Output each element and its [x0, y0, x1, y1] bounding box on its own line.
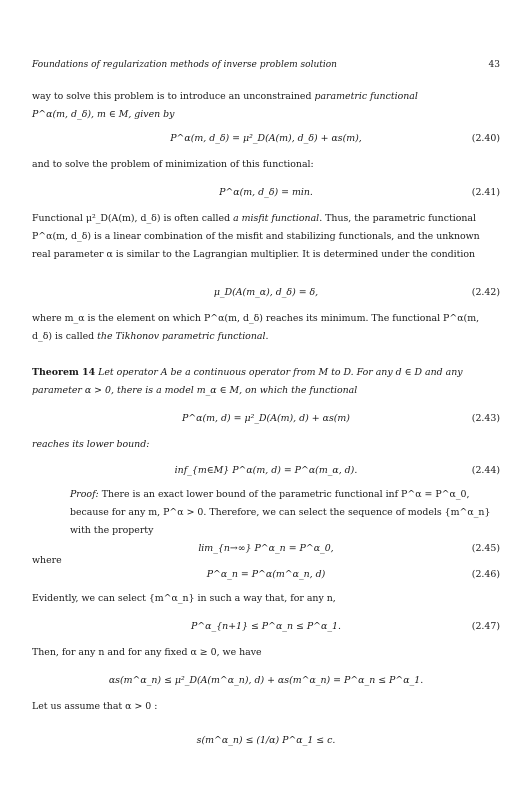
running-header: [32, 60, 500, 70]
equation-number: (2.40): [471, 133, 500, 144]
paragraph-7: Let us assume that α > 0 :: [32, 701, 158, 712]
paragraph-1: [32, 88, 500, 124]
page: [32, 0, 500, 800]
equation-formula: s(m^α_n) ≤ (1/α) P^α_1 ≤ c.: [196, 735, 336, 746]
paragraph-4: [32, 310, 500, 346]
equation-2-48: [32, 672, 500, 690]
equation-2-42: [32, 284, 500, 302]
paragraph-text: where m_α is the element on which P^α(m, d_δ) reaches its minimum. The functional P^α(m, d_δ) is called: [32, 313, 480, 342]
equation-number: (2.41): [471, 187, 500, 198]
equation-2-43: [32, 410, 500, 428]
emphasis-text: the Tikhonov parametric functional: [97, 331, 266, 342]
paragraph-2: and to solve the problem of minimization of this functional:: [32, 159, 314, 170]
emphasis-text: a misfit functional: [233, 213, 320, 224]
equation-2-47: [32, 618, 500, 636]
theorem-label: Theorem 14: [32, 367, 96, 378]
paragraph-5: Evidently, we can select {m^α_n} in such a way that, for any n,: [32, 593, 336, 604]
equation-formula: inf_{m∈M} P^α(m, d) = P^α(m_α, d).: [174, 465, 358, 476]
emphasis-text: parametric functional: [314, 91, 418, 102]
proof-label: Proof:: [70, 489, 99, 500]
proof-paragraph: [32, 486, 500, 540]
equation-formula: P^α_n = P^α(m^α_n, d): [206, 569, 326, 580]
equation-number: (2.46): [471, 569, 500, 580]
paragraph-text: Functional μ²_D(A(m), d_δ) is often called: [32, 213, 234, 224]
running-title: Foundations of regularization methods of inverse problem solution: [32, 60, 337, 70]
equation-number: (2.42): [471, 287, 500, 298]
equation-formula: lim_{n→∞} P^α_n = P^α_0,: [198, 543, 334, 554]
equation-formula: μ_D(A(m_α), d_δ) = δ,: [213, 287, 319, 298]
theorem-14: [32, 364, 500, 400]
equation-formula: P^α_{n+1} ≤ P^α_n ≤ P^α_1.: [191, 621, 341, 632]
equation-number: (2.44): [471, 465, 500, 476]
equation-formula: P^α(m, d_δ) = min.: [219, 187, 313, 198]
equation-2-44: [32, 462, 500, 480]
paragraph-text: There is an exact lower bound of the parametric functional inf P^α = P^α_0, because for any m, P^α > 0. Therefore, we can select the sequence of models {m^α_n} with the property: [70, 489, 491, 536]
paragraph-text: P^α(m, d_δ), m ∈ M, given by: [32, 109, 175, 120]
equation-2-41: [32, 184, 500, 202]
paragraph-text: .: [265, 331, 269, 342]
paragraph-text: way to solve this problem is to introduce an unconstrained: [32, 91, 315, 102]
theorem-tail: reaches its lower bound:: [32, 439, 150, 450]
equation-number: (2.43): [471, 413, 500, 424]
equation-formula: P^α(m, d_δ) = μ²_D(A(m), d_δ) + αs(m),: [170, 133, 362, 144]
paragraph-3: [32, 210, 500, 264]
theorem-text: Let operator A be a continuous operator from M to D. For any d ∈ D and any parameter α > 0, there is a model m_α ∈ M, on which the functional: [32, 367, 463, 396]
where-text: where: [32, 555, 62, 566]
equation-number: (2.45): [471, 543, 500, 554]
paragraph-6: Then, for any n and for any fixed α ≥ 0, we have: [32, 647, 262, 658]
page-number: 43: [488, 60, 500, 70]
equation-2-49: [32, 732, 500, 750]
paragraph-text: . Thus, the parametric functional P^α(m, d_δ) is a linear combination of the misfit and stabilizing functionals, and the unknown real parameter α is similar to the Lagrangian multiplier. It is determined under the condition: [32, 213, 480, 260]
equation-2-40: [32, 130, 500, 148]
equation-number: (2.47): [471, 621, 500, 632]
equation-2-46: [32, 566, 500, 584]
equation-formula: P^α(m, d) = μ²_D(A(m), d) + αs(m): [182, 413, 350, 424]
equation-formula: αs(m^α_n) ≤ μ²_D(A(m^α_n), d) + αs(m^α_n) = P^α_n ≤ P^α_1.: [108, 675, 424, 686]
